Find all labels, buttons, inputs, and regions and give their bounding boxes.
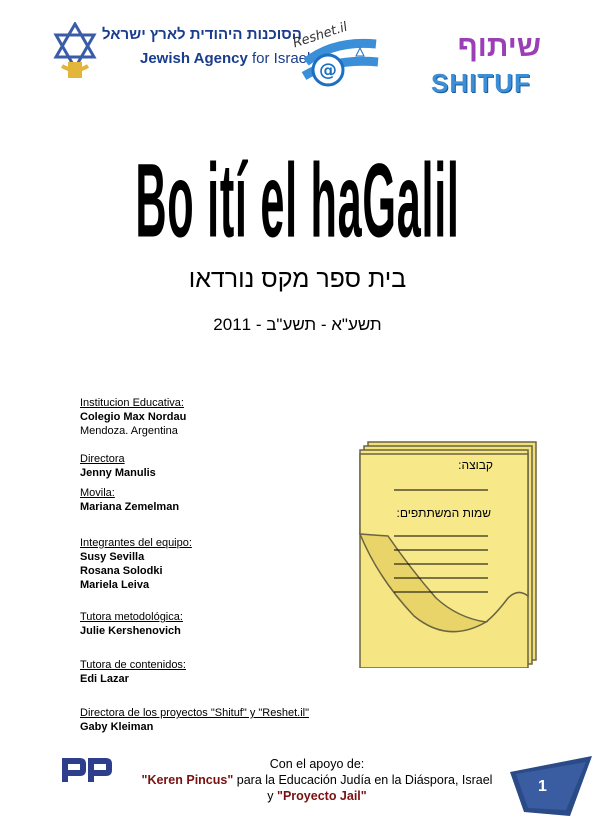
director-name: Jenny Manulis: [80, 467, 156, 479]
school-years: 2011 - תשע"א - תשע"ב: [213, 315, 382, 334]
notepad-illustration: [318, 438, 543, 668]
projects-director-name: Gaby Kleiman: [80, 721, 154, 733]
institution-label: Institucion Educativa:: [80, 397, 184, 409]
star-of-david-icon: [50, 22, 100, 80]
team-member: Susy Sevilla: [80, 551, 145, 563]
tutor-content-name: Edi Lazar: [80, 673, 129, 685]
tutor-method-name: Julie Kershenovich: [80, 625, 181, 637]
footer-support-text: [112, 756, 522, 804]
document-title: Bo ití el haGalil: [135, 141, 460, 259]
team-label: Integrantes del equipo:: [80, 537, 192, 549]
jewish-agency-hebrew-name: הסוכנות היהודית לארץ ישראל: [102, 26, 302, 43]
projects-director-label: Directora de los proyectos "Shituf" y "Reshet.il": [80, 707, 309, 719]
shituf-english-wordmark: SHITUF: [431, 68, 531, 98]
reshet-il-wordmark: Reshet.il: [291, 19, 350, 52]
page-corner-icon: [500, 752, 594, 822]
movila-label: Movila:: [80, 487, 115, 499]
movila-name: Mariana Zemelman: [80, 501, 180, 513]
jewish-agency-logo: [50, 20, 311, 82]
institution-name: Colegio Max Nordau: [80, 411, 187, 423]
team-member: Rosana Solodki: [80, 565, 163, 577]
shituf-hebrew-wordmark: שיתוף: [457, 30, 541, 63]
page-number: 1: [538, 778, 547, 795]
footer-line-3: y "Proyecto Jail": [267, 789, 367, 803]
notepad-group-label: קבוצה:: [458, 458, 493, 472]
keren-pincus-logo: [58, 752, 114, 788]
tutor-content-label: Tutora de contenidos:: [80, 659, 186, 671]
jewish-agency-english-name: Jewish Agency for Israel: [140, 50, 311, 67]
institution-block: [80, 396, 370, 438]
notepad-participants-label: שמות המשתתפים:: [396, 506, 491, 520]
tutor-method-label: Tutora metodológica:: [80, 611, 183, 623]
school-name-hebrew: בית ספר מקס נורדאו: [188, 265, 407, 293]
footer-line-2: "Keren Pincus" para la Educación Judía en la Diáspora, Israel: [141, 773, 493, 787]
team-member: Mariela Leiva: [80, 579, 150, 591]
reshet-il-logo: [288, 18, 383, 98]
svg-text:@: @: [319, 60, 337, 81]
keren-pincus-icon: [58, 752, 114, 788]
projects-director-block: [80, 706, 370, 734]
notepad-icon: [318, 438, 543, 668]
institution-location: Mendoza. Argentina: [80, 425, 178, 437]
page-number-badge: [500, 752, 594, 822]
footer-line-1: Con el apoyo de:: [269, 757, 365, 771]
proyecto-jail-name: "Proyecto Jail": [277, 789, 367, 803]
director-label: Directora: [80, 453, 125, 465]
shituf-logo: [425, 30, 545, 108]
keren-pincus-name: "Keren Pincus": [141, 773, 234, 787]
